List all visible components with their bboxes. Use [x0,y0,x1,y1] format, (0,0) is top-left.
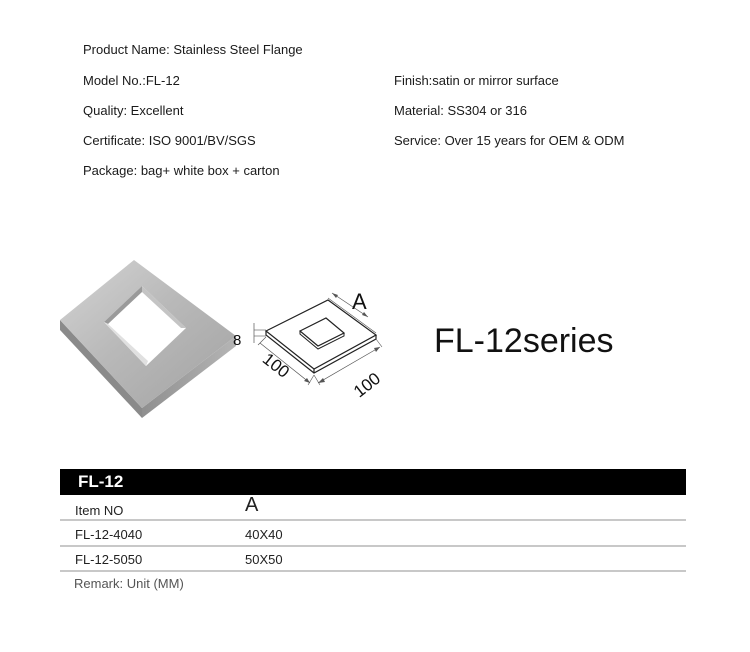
spec-product-name: Product Name: Stainless Steel Flange [83,42,303,57]
table-row [60,524,686,546]
spec-package: Package: bag+ white box + carton [83,163,280,178]
header-item-no: Item NO [75,503,124,518]
table-divider [60,545,686,547]
remark-text: Remark: Unit (MM) [74,576,184,591]
drawing-dim-left: 100 [258,349,293,382]
header-a: A [245,494,259,516]
row-a-value: 50X50 [245,552,283,567]
row-a-value: 40X40 [245,527,283,542]
table-divider [60,519,686,521]
spec-model-no: Model No.:FL-12 [83,73,180,88]
spec-material: Material: SS304 or 316 [394,103,527,118]
drawing-dim-right: 100 [350,368,385,402]
series-title: FL-12series [434,322,614,360]
flange-drawing-svg [228,285,403,415]
row-item-no: FL-12-4040 [75,527,143,542]
row-item-no: FL-12-5050 [75,552,143,567]
drawing-dim-a: A [352,289,367,314]
table-divider [60,570,686,572]
spec-quality: Quality: Excellent [83,103,184,118]
table-title-bar: FL-12 [60,469,686,495]
spec-service: Service: Over 15 years for OEM & ODM [394,133,625,148]
table-row [60,549,686,571]
spec-certificate: Certificate: ISO 9001/BV/SGS [83,133,256,148]
drawing-dim-thickness: 8 [233,332,242,349]
flange-product-photo [58,258,238,420]
spec-finish: Finish:satin or mirror surface [394,73,559,88]
flange-technical-drawing [228,285,403,415]
